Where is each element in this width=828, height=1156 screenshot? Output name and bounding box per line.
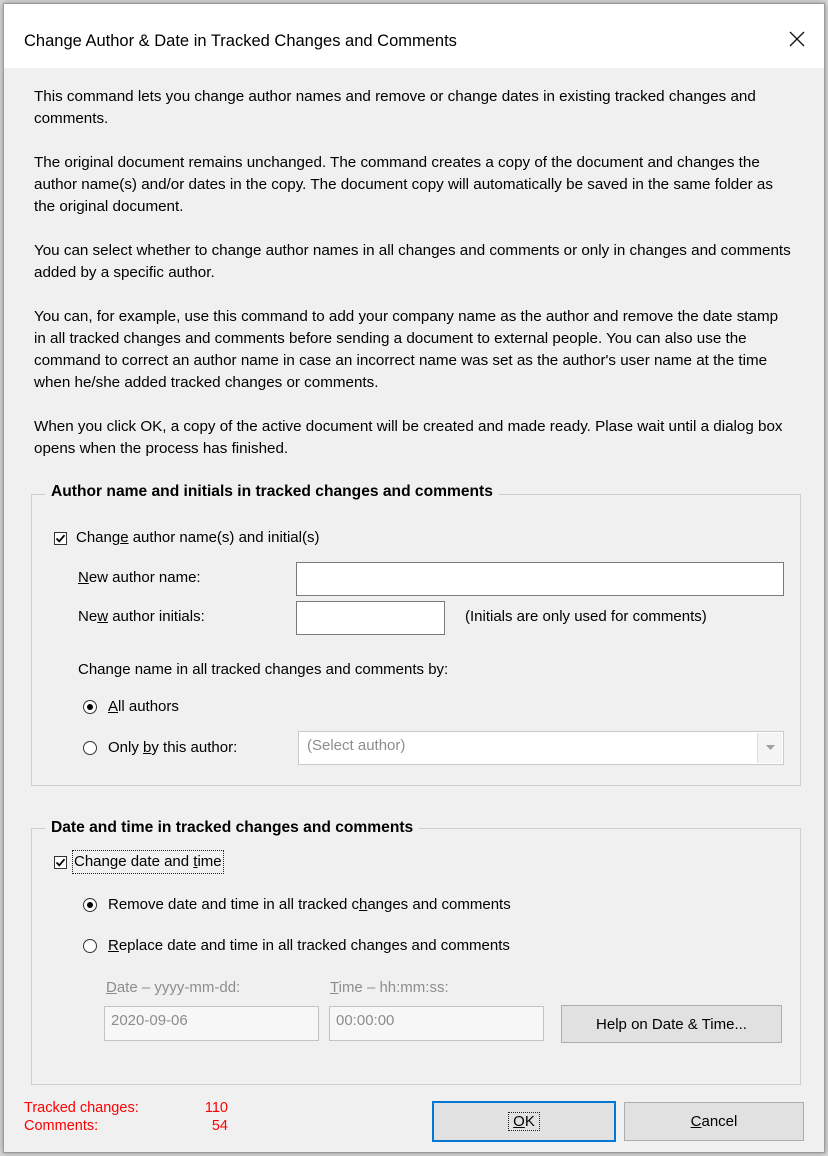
change-scope-label: Change name in all tracked changes and comments by: <box>78 661 449 678</box>
new-author-initials-input[interactable] <box>296 601 445 635</box>
check-icon <box>55 857 66 868</box>
new-author-name-label: New author name: <box>78 569 201 586</box>
comments-count: 54 <box>211 1118 228 1134</box>
tracked-changes-label: Tracked changes: <box>24 1100 139 1116</box>
only-by-author-label[interactable]: Only by this author: <box>108 739 238 756</box>
time-input[interactable]: 00:00:00 <box>329 1006 544 1041</box>
intro-paragraph: You can select whether to change author names in all changes and comments or only in changes and comments added by a specific author. <box>34 242 791 281</box>
intro-paragraph: This command lets you change author names and remove or change dates in existing tracked changes and comments. <box>34 88 756 127</box>
all-authors-label[interactable]: All authors <box>108 698 179 715</box>
help-date-time-button[interactable]: Help on Date & Time... <box>561 1005 782 1043</box>
cancel-button-label: Cancel <box>690 1113 738 1130</box>
tracked-changes-count: 110 <box>204 1100 228 1116</box>
comments-label: Comments: <box>24 1118 99 1134</box>
intro-paragraph: The original document remains unchanged. The command creates a copy of the document and changes the author name(s) and/or dates in the copy. The document copy will automatically be saved in the same folder as the original document. <box>34 154 773 215</box>
change-author-date-dialog <box>3 3 825 1153</box>
cancel-button[interactable] <box>624 1102 804 1141</box>
remove-date-radio[interactable] <box>83 898 97 912</box>
initials-note: (Initials are only used for comments) <box>465 608 707 625</box>
chevron-down-icon <box>766 745 775 751</box>
new-author-initials-label: New author initials: <box>78 608 205 625</box>
radio-dot <box>87 902 93 908</box>
author-select[interactable]: (Select author) <box>298 731 784 765</box>
ok-button-label: OK <box>508 1112 540 1131</box>
dialog-title: Change Author & Date in Tracked Changes and Comments <box>24 32 457 50</box>
dialog-body <box>4 68 824 1152</box>
author-group-title: Author name and initials in tracked changes and comments <box>45 482 499 502</box>
all-authors-radio[interactable] <box>83 700 97 714</box>
replace-date-label[interactable]: Replace date and time in all tracked changes and comments <box>108 937 510 954</box>
remove-date-label[interactable]: Remove date and time in all tracked changes and comments <box>108 896 511 913</box>
date-group-title: Date and time in tracked changes and comments <box>45 818 419 838</box>
change-date-label[interactable]: Change date and time <box>74 853 222 870</box>
date-format-label: Date – yyyy-mm-dd: <box>106 979 241 996</box>
new-author-name-input[interactable] <box>296 562 784 596</box>
dropdown-arrow[interactable] <box>757 733 782 763</box>
change-author-checkbox[interactable] <box>54 532 67 545</box>
change-author-label[interactable]: Change author name(s) and initial(s) <box>76 529 320 546</box>
status-counts <box>24 1099 244 1139</box>
date-input[interactable]: 2020-09-06 <box>104 1006 319 1041</box>
close-icon <box>789 31 805 47</box>
intro-paragraph: You can, for example, use this command to add your company name as the author and remove the date stamp in all tracked changes and comments before sending a document to external people. You can also use the command to correct an author name in case an incorrect name was set as the author's user name at the time when he/she added tracked changes or comments. <box>34 308 779 391</box>
change-date-checkbox[interactable] <box>54 856 67 869</box>
title-bar <box>4 4 824 68</box>
close-button[interactable] <box>780 22 814 56</box>
radio-dot <box>87 704 93 710</box>
check-icon <box>55 533 66 544</box>
only-by-author-radio[interactable] <box>83 741 97 755</box>
time-format-label: Time – hh:mm:ss: <box>330 979 449 996</box>
intro-paragraph: When you click OK, a copy of the active document will be created and made ready. Plase wait until a dialog box opens when the process has finished. <box>34 418 783 457</box>
replace-date-radio[interactable] <box>83 939 97 953</box>
ok-button[interactable] <box>432 1101 616 1142</box>
